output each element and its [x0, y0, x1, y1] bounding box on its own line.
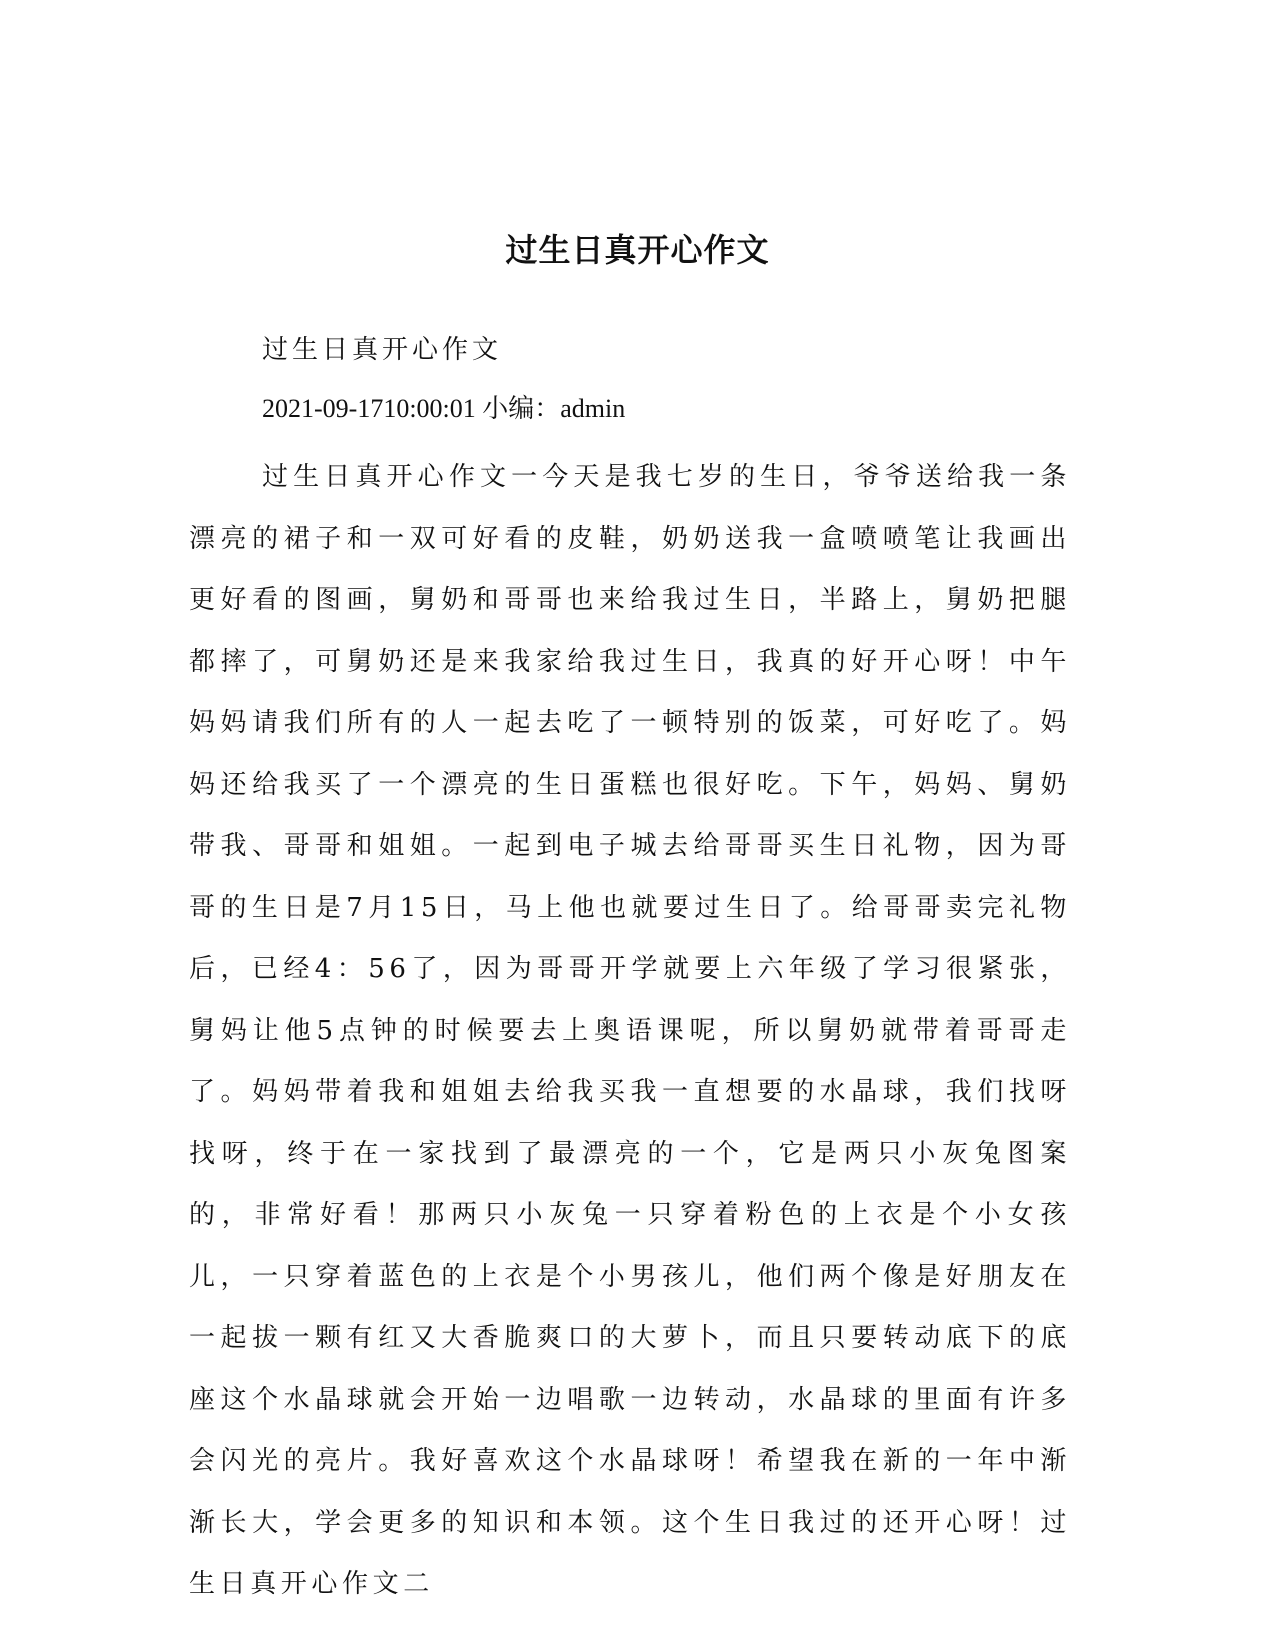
- article-body: 过生日真开心作文一今天是我七岁的生日，爷爷送给我一条漂亮的裙子和一双可好看的皮鞋，奶奶送我一盒喷喷笔让我画出更好看的图画，舅奶和哥哥也来给我过生日，半路上，舅奶把腿都摔了，可舅奶还是来我家给我过生日，我真的好开心呀！中午妈妈请我们所有的人一起去吃了一顿特别的饭菜，可好吃了。妈妈还给我买了一个漂亮的生日蛋糕也很好吃。下午，妈妈、舅奶带我、哥哥和姐姐。一起到电子城去给哥哥买生日礼物，因为哥哥的生日是7月15日，马上他也就要过生日了。给哥哥卖完礼物后，已经4：56了，因为哥哥开学就要上六年级了学习很紧张，舅妈让他5点钟的时候要去上奥语课呢，所以舅奶就带着哥哥走了。妈妈带着我和姐姐去给我买我一直想要的水晶球，我们找呀找呀，终于在一家找到了最漂亮的一个，它是两只小灰兔图案的，非常好看！那两只小灰兔一只穿着粉色的上衣是个小女孩儿，一只穿着蓝色的上衣是个小男孩儿，他们两个像是好朋友在一起拔一颗有红又大香脆爽口的大萝卜，而且只要转动底下的底座这个水晶球就会开始一边唱歌一边转动，水晶球的里面有许多会闪光的亮片。我好喜欢这个水晶球呀！希望我在新的一年中渐渐长大，学会更多的知识和本领。这个生日我过的还开心呀！过生日真开心作文二: [189, 462, 1071, 1599]
- document-content: [189, 330, 1071, 1616]
- document-title: 过生日真开心作文: [505, 231, 770, 270]
- article-meta: 2021-09-1710:00:01 小编：admin: [262, 394, 626, 423]
- article-subtitle: 过生日真开心作文: [262, 335, 503, 365]
